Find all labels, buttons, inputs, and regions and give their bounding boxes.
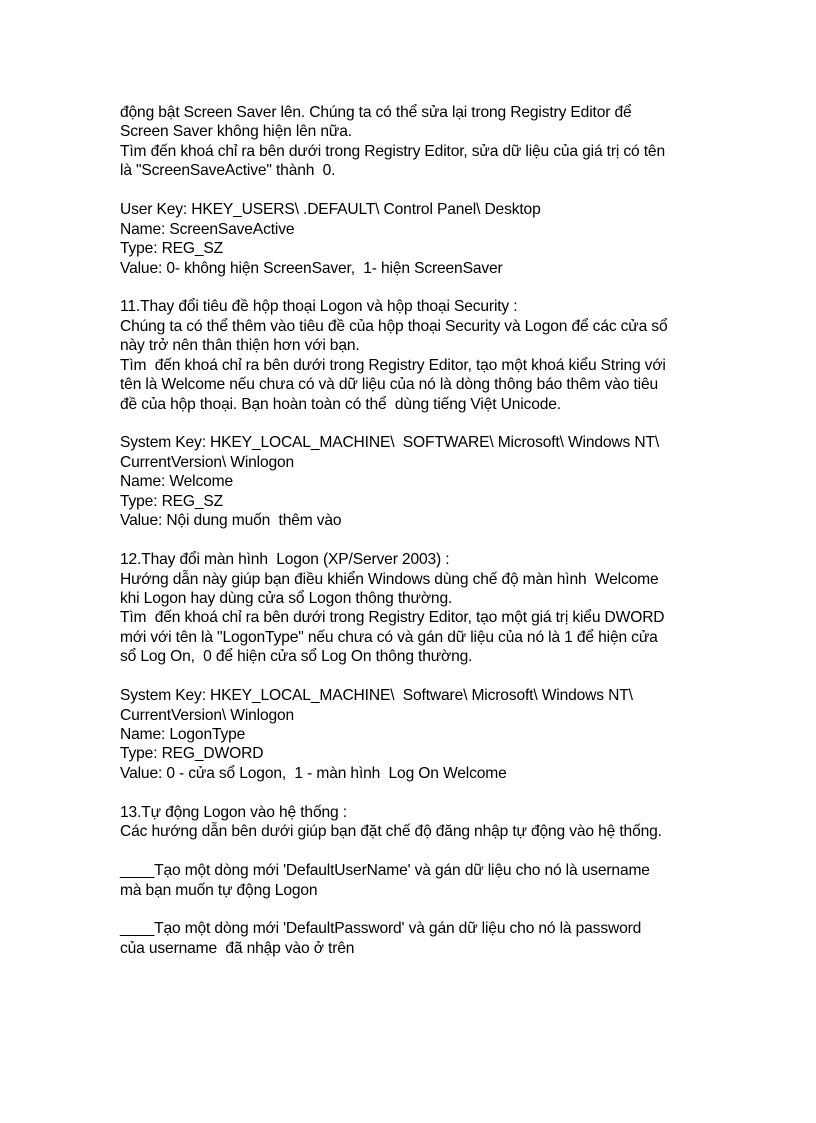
text-line: sổ Log On, 0 để hiện cửa sổ Log On thông thường.: [120, 648, 473, 666]
blank-line: [120, 531, 720, 550]
document-body: [120, 103, 720, 958]
text-line: Tìm đến khoá chỉ ra bên dưới trong Registry Editor, tạo một khoá kiểu String với: [120, 356, 666, 374]
text-line: Hướng dẫn này giúp bạn điều khiển Windows dùng chế độ màn hình Welcome: [120, 570, 659, 588]
text-line: Type: REG_SZ: [120, 240, 224, 258]
text-line: động bật Screen Saver lên. Chúng ta có thể sửa lại trong Registry Editor để: [120, 104, 632, 121]
text-line: mới với tên là "LogonType" nếu chưa có và gán dữ liệu của nó là 1 để hiện cửa: [120, 628, 658, 646]
text-line: Value: 0 - cửa sổ Logon, 1 - màn hình Log On Welcome: [120, 764, 507, 782]
text-line: Các hướng dẫn bên dưới giúp bạn đặt chế độ đăng nhập tự động vào hệ thống.: [120, 823, 662, 841]
section-heading: 13.Tự động Logon vào hệ thống :: [120, 803, 347, 821]
text-line: Value: 0- không hiện ScreenSaver, 1- hiện ScreenSaver: [120, 259, 503, 277]
text-line: của username đã nhập vào ở trên: [120, 939, 355, 957]
text-line: này trở nên thân thiện hơn với bạn.: [120, 337, 360, 355]
text-line: Tìm đến khoá chỉ ra bên dưới trong Registry Editor, tạo một giá trị kiểu DWORD: [120, 609, 665, 627]
text-line: Value: Nội dung muốn thêm vào: [120, 512, 342, 530]
text-line: ____Tạo một dòng mới 'DefaultUserName' và gán dữ liệu cho nó là username: [120, 862, 650, 880]
text-line: Tìm đến khoá chỉ ra bên dưới trong Registry Editor, sửa dữ liệu của giá trị có tên: [120, 142, 665, 160]
text-line: khi Logon hay dùng cửa sổ Logon thông thường.: [120, 589, 453, 607]
text-line: Type: REG_DWORD: [120, 745, 264, 763]
blank-line: [120, 278, 720, 297]
text-line: đề của hộp thoại. Bạn hoàn toàn có thể dùng tiếng Việt Unicode.: [120, 395, 561, 413]
text-line: Chúng ta có thể thêm vào tiêu đề của hộp thoại Security và Logon để các cửa sổ: [120, 317, 668, 335]
text-line: User Key: HKEY_USERS\ .DEFAULT\ Control Panel\ Desktop: [120, 201, 541, 219]
blank-line: [120, 900, 720, 919]
blank-line: [120, 181, 720, 200]
blank-line: [120, 414, 720, 433]
text-line: Type: REG_SZ: [120, 492, 224, 510]
text-line: CurrentVersion\ Winlogon: [120, 453, 295, 471]
text-line: Name: LogonType: [120, 726, 246, 743]
text-line: Screen Saver không hiện lên nữa.: [120, 123, 352, 141]
text-line: là "ScreenSaveActive" thành 0.: [120, 162, 336, 180]
text-line: tên là Welcome nếu chưa có và dữ liệu của nó là dòng thông báo thêm vào tiêu: [120, 376, 658, 394]
text-line: System Key: HKEY_LOCAL_MACHINE\ Software\ Microsoft\ Windows NT\: [120, 687, 633, 705]
section-heading: 11.Thay đổi tiêu đề hộp thoại Logon và hộp thoại Security :: [120, 298, 518, 316]
section-heading: 12.Thay đổi màn hình Logon (XP/Server 2003) :: [120, 551, 450, 569]
blank-line: [120, 783, 720, 802]
text-line: CurrentVersion\ Winlogon: [120, 706, 295, 724]
blank-line: [120, 842, 720, 861]
text-line: Name: ScreenSaveActive: [120, 220, 295, 238]
text-line: System Key: HKEY_LOCAL_MACHINE\ SOFTWARE\ Microsoft\ Windows NT\: [120, 434, 660, 452]
text-line: mà bạn muốn tự động Logon: [120, 881, 318, 899]
text-line: Name: Welcome: [120, 473, 234, 491]
text-line: ____Tạo một dòng mới 'DefaultPassword' và gán dữ liệu cho nó là password: [120, 920, 642, 938]
blank-line: [120, 667, 720, 686]
